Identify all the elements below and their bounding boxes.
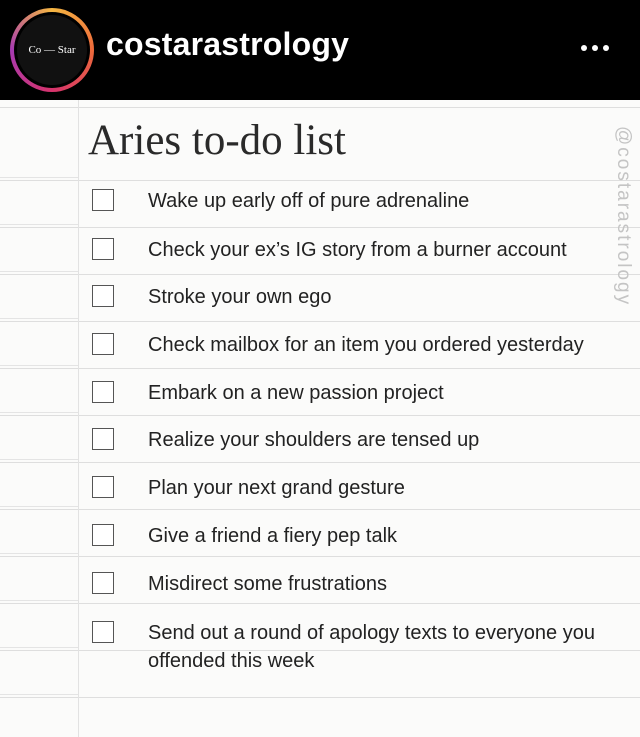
todo-item-label: Realize your shoulders are tensed up	[148, 429, 480, 451]
margin-mark	[0, 365, 78, 366]
avatar-logo	[17, 15, 87, 85]
margin-mark	[0, 553, 78, 554]
notebook-margin-line	[78, 100, 79, 737]
margin-mark	[0, 412, 78, 413]
todo-item-label: Check your ex’s IG story from a burner account	[148, 239, 567, 261]
margin-mark	[0, 224, 78, 225]
todo-item-label: Check mailbox for an item you ordered yesterday	[148, 334, 584, 356]
margin-mark	[0, 177, 78, 178]
avatar[interactable]	[10, 8, 94, 92]
todo-item-label: Embark on a new passion project	[148, 382, 444, 404]
list-title: Aries to-do list	[88, 117, 346, 164]
todo-item-label: Wake up early off of pure adrenaline	[148, 190, 470, 212]
more-options-icon	[581, 45, 587, 51]
margin-mark	[0, 694, 78, 695]
post-image	[0, 100, 640, 737]
margin-mark	[0, 459, 78, 460]
margin-mark	[0, 271, 78, 272]
avatar-logo-text: Co — Star	[28, 44, 76, 56]
margin-mark	[0, 600, 78, 601]
post-header	[0, 0, 640, 100]
todo-checkbox[interactable]	[92, 381, 114, 403]
margin-mark	[0, 506, 78, 507]
todo-item-label: Stroke your own ego	[148, 286, 332, 308]
todo-item-label: Plan your next grand gesture	[148, 477, 405, 499]
avatar-border	[14, 12, 90, 88]
todo-checkbox[interactable]	[92, 572, 114, 594]
todo-checkbox[interactable]	[92, 476, 114, 498]
todo-checkbox[interactable]	[92, 621, 114, 643]
todo-item-label: Give a friend a fiery pep talk	[148, 525, 398, 547]
todo-checkbox[interactable]	[92, 524, 114, 546]
todo-item-label: Send out a round of apology texts to everyone you offended this week	[148, 622, 595, 672]
watermark: @costarastrology	[613, 126, 634, 307]
todo-item-label: Misdirect some frustrations	[148, 573, 387, 595]
todo-checkbox[interactable]	[92, 238, 114, 260]
todo-checkbox[interactable]	[92, 333, 114, 355]
margin-mark	[0, 647, 78, 648]
todo-checkbox[interactable]	[92, 189, 114, 211]
more-options-button[interactable]	[570, 30, 620, 66]
more-options-icon-dot	[592, 45, 598, 51]
more-options-icon-dot	[603, 45, 609, 51]
username-link[interactable]: costarastrology	[106, 26, 350, 62]
todo-checkbox[interactable]	[92, 285, 114, 307]
margin-mark	[0, 318, 78, 319]
todo-checkbox[interactable]	[92, 428, 114, 450]
